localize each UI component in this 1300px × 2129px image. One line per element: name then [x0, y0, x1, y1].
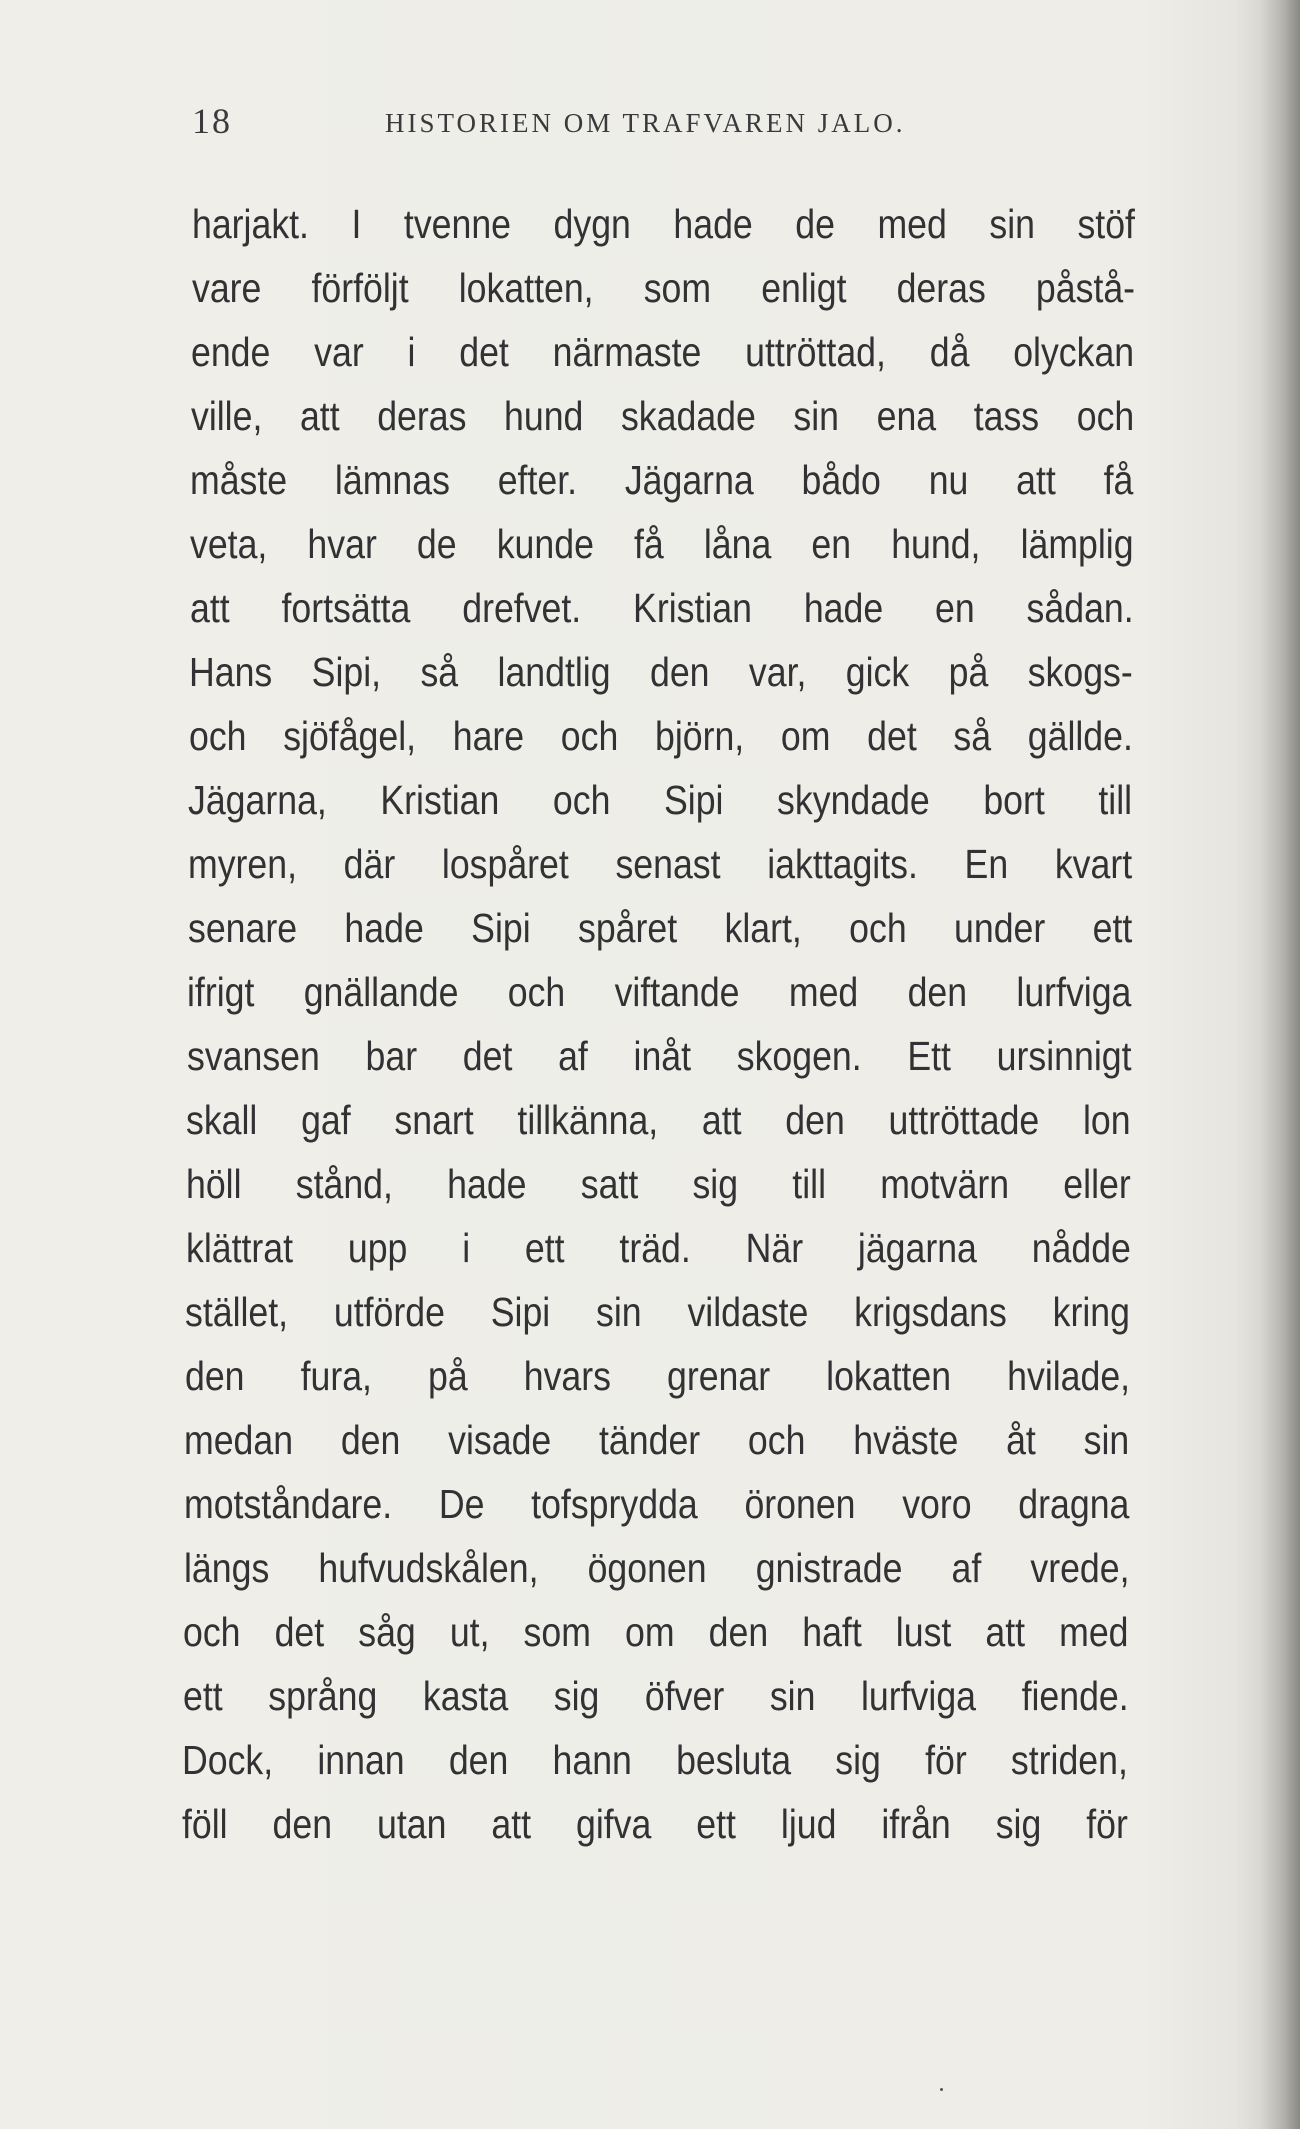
word: spåret — [577, 905, 677, 951]
word: Jägarna — [625, 457, 755, 503]
word: den — [449, 1737, 509, 1783]
word: sig — [835, 1737, 882, 1783]
word: var — [314, 329, 364, 375]
word: sin — [769, 1673, 816, 1719]
text-line — [184, 1476, 1129, 1532]
word: fiende. — [1021, 1673, 1129, 1719]
word: Dock, — [182, 1737, 274, 1783]
word: lon — [1083, 1097, 1131, 1143]
word: landtlig — [497, 649, 611, 695]
word: åt — [1006, 1417, 1037, 1463]
word: och — [188, 713, 247, 759]
word: ursinnigt — [996, 1033, 1132, 1079]
text-line — [192, 196, 1135, 252]
word: det — [274, 1609, 325, 1655]
word: om — [625, 1609, 675, 1655]
word: gällde. — [1027, 713, 1133, 759]
word: att — [1016, 457, 1057, 503]
word: kvart — [1054, 841, 1133, 887]
word: tänder — [599, 1417, 701, 1463]
word: motståndare. — [184, 1481, 393, 1527]
word: få — [1104, 457, 1134, 503]
running-head — [192, 100, 1152, 146]
word: stöf — [1077, 201, 1135, 247]
word: medan — [184, 1417, 294, 1463]
word: som — [643, 265, 711, 311]
word: kring — [1052, 1289, 1131, 1335]
word: utförde — [334, 1289, 446, 1335]
word: efter. — [498, 457, 578, 503]
word: den — [184, 1353, 245, 1399]
word: så — [420, 649, 459, 695]
word: utan — [377, 1801, 447, 1847]
word: att — [299, 393, 340, 439]
word: lämnas — [335, 457, 451, 503]
text-line — [182, 1732, 1128, 1788]
word: När — [745, 1225, 803, 1271]
word: Sipi — [470, 905, 531, 951]
word: sin — [989, 201, 1035, 247]
text-line — [186, 1092, 1131, 1148]
word: harjakt. — [192, 201, 309, 247]
word: med — [1059, 1609, 1129, 1655]
word: att — [491, 1801, 532, 1847]
word: hare — [452, 713, 524, 759]
page-edge-shadow — [1260, 0, 1300, 2129]
word: den — [708, 1609, 769, 1655]
word: för — [925, 1737, 968, 1783]
word: myren, — [188, 841, 298, 887]
word: dragna — [1018, 1481, 1130, 1527]
word: Sipi — [664, 777, 724, 823]
word: Sipi — [490, 1289, 551, 1335]
word: gnistrade — [755, 1545, 903, 1591]
word: björn, — [654, 713, 745, 759]
word: haft — [802, 1609, 862, 1655]
word: på — [427, 1353, 468, 1399]
word: gnällande — [303, 969, 459, 1015]
word: språng — [268, 1673, 378, 1719]
word: det — [459, 329, 510, 375]
word: bort — [983, 777, 1046, 823]
word: det — [866, 713, 917, 759]
word: skyndade — [777, 777, 931, 823]
word: närmaste — [552, 329, 702, 375]
word: motvärn — [880, 1161, 1010, 1207]
word: ett — [182, 1673, 223, 1719]
word: den — [272, 1801, 333, 1847]
word: I — [351, 201, 362, 247]
word: låna — [703, 521, 772, 567]
word: tass — [973, 393, 1039, 439]
word: viftande — [614, 969, 740, 1015]
word: det — [462, 1033, 513, 1079]
word: då — [929, 329, 970, 375]
word: hade — [803, 585, 883, 631]
word: ett — [1092, 905, 1132, 951]
word: på — [948, 649, 989, 695]
word: vildaste — [687, 1289, 809, 1335]
word: Jägarna, — [188, 777, 328, 823]
word: hvars — [523, 1353, 611, 1399]
word: en — [934, 585, 975, 631]
text-line — [186, 1156, 1131, 1212]
word: Sipi, — [311, 649, 382, 695]
word: nu — [929, 457, 969, 503]
word: och — [1076, 393, 1135, 439]
word: den — [341, 1417, 401, 1463]
word: ende — [191, 329, 271, 375]
word: ett — [524, 1225, 565, 1271]
word: senast — [615, 841, 721, 887]
word: och — [748, 1417, 806, 1463]
word: sig — [692, 1161, 739, 1207]
word: vrede, — [1029, 1545, 1130, 1591]
word: gaf — [301, 1097, 352, 1143]
word: hade — [344, 905, 424, 951]
word: af — [951, 1545, 981, 1591]
word: höll — [186, 1161, 242, 1207]
text-line — [189, 708, 1133, 764]
word: sjöfågel, — [282, 713, 416, 759]
word: hvar — [307, 521, 377, 567]
word: hade — [673, 201, 753, 247]
word: besluta — [676, 1737, 792, 1783]
text-line — [185, 1348, 1130, 1404]
word: skogen. — [736, 1033, 862, 1079]
word: sin — [1084, 1417, 1130, 1463]
word: eller — [1063, 1161, 1131, 1207]
text-line — [191, 388, 1134, 444]
word: uttröttad, — [745, 329, 887, 375]
word: hvilade, — [1006, 1353, 1130, 1399]
word: som — [523, 1609, 592, 1655]
text-line — [183, 1604, 1129, 1660]
text-line — [184, 1412, 1129, 1468]
word: De — [438, 1481, 485, 1527]
text-line — [188, 900, 1132, 956]
word: inåt — [633, 1033, 691, 1079]
word: gifva — [576, 1801, 652, 1847]
word: jägarna — [857, 1225, 977, 1271]
word: uttröttade — [888, 1097, 1040, 1143]
word: den — [785, 1097, 846, 1143]
word: olyckan — [1013, 329, 1135, 375]
word: de — [795, 201, 835, 247]
text-line — [190, 580, 1134, 636]
word: och — [507, 969, 566, 1015]
word: sådan. — [1026, 585, 1134, 631]
word: under — [953, 905, 1045, 951]
text-line — [188, 772, 1132, 828]
word: var, — [749, 649, 807, 695]
word: stället, — [185, 1289, 289, 1335]
word: ifrigt — [187, 969, 255, 1015]
word: hväste — [853, 1417, 959, 1463]
word: sin — [596, 1289, 642, 1335]
word: deras — [896, 265, 986, 311]
text-line — [192, 260, 1135, 316]
word: sin — [793, 393, 839, 439]
text-line — [183, 1668, 1129, 1724]
word: och — [560, 713, 619, 759]
word: hund — [503, 393, 584, 439]
word: deras — [377, 393, 467, 439]
word: och — [183, 1609, 241, 1655]
word: Ett — [907, 1033, 951, 1079]
word: kasta — [422, 1673, 508, 1719]
text-line — [184, 1540, 1130, 1596]
word: att — [189, 585, 230, 631]
word: sig — [995, 1801, 1042, 1847]
word: snart — [394, 1097, 475, 1143]
word: föll — [182, 1801, 228, 1847]
word: för — [1086, 1801, 1128, 1847]
word: hund, — [891, 521, 981, 567]
word: gick — [845, 649, 910, 695]
word: lust — [895, 1609, 952, 1655]
text-line — [189, 644, 1133, 700]
word: ljud — [780, 1801, 837, 1847]
word: visade — [448, 1417, 552, 1463]
word: iakttagits. — [767, 841, 918, 887]
word: och — [848, 905, 907, 951]
print-speck — [940, 2088, 943, 2091]
word: den — [650, 649, 710, 695]
word: drefvet. — [461, 585, 581, 631]
word: såg — [358, 1609, 416, 1655]
word: öronen — [744, 1481, 856, 1527]
word: stånd, — [295, 1161, 393, 1207]
word: skogs- — [1027, 649, 1133, 695]
word: i — [407, 329, 416, 375]
word: klättrat — [185, 1225, 293, 1271]
word: af — [557, 1033, 588, 1079]
word: krigsdans — [854, 1289, 1008, 1335]
word: senare — [187, 905, 297, 951]
word: förföljt — [311, 265, 409, 311]
word: till — [1098, 777, 1133, 823]
word: ena — [876, 393, 936, 439]
text-line — [187, 1028, 1132, 1084]
word: den — [907, 969, 968, 1015]
text-line — [190, 452, 1133, 508]
word: tofsprydda — [531, 1481, 698, 1527]
word: lokatten, — [458, 265, 594, 311]
word: måste — [190, 457, 288, 503]
word: lokatten — [825, 1353, 951, 1399]
word: att — [985, 1609, 1026, 1655]
word: satt — [580, 1161, 639, 1207]
word: Kristian — [632, 585, 752, 631]
word: till — [792, 1161, 826, 1207]
word: lurfviga — [1016, 969, 1132, 1015]
page-number: 18 — [192, 101, 232, 141]
word: att — [702, 1097, 742, 1143]
word: påstå- — [1035, 265, 1135, 311]
word: veta, — [190, 521, 268, 567]
word: ett — [696, 1801, 736, 1847]
word: klart, — [724, 905, 802, 951]
word: en — [811, 521, 852, 567]
word: hufvudskålen, — [317, 1545, 539, 1591]
word: kunde — [496, 521, 594, 567]
word: i — [461, 1225, 470, 1271]
word: lämplig — [1020, 521, 1134, 567]
text-line — [191, 324, 1134, 380]
word: tvenne — [403, 201, 512, 247]
word: lospåret — [441, 841, 569, 887]
word: hade — [447, 1161, 527, 1207]
word: enligt — [760, 265, 847, 311]
text-line — [187, 964, 1131, 1020]
text-line — [185, 1284, 1130, 1340]
word: hann — [552, 1737, 633, 1783]
word: fortsätta — [281, 585, 410, 631]
text-line — [182, 1796, 1128, 1852]
word: upp — [347, 1225, 407, 1271]
word: En — [964, 841, 1009, 887]
word: innan — [317, 1737, 406, 1783]
word: bar — [365, 1033, 417, 1079]
word: voro — [902, 1481, 972, 1527]
word: ögonen — [587, 1545, 707, 1591]
word: dygn — [553, 201, 631, 247]
word: sig — [553, 1673, 600, 1719]
word: med — [877, 201, 947, 247]
text-line — [190, 516, 1134, 572]
word: tillkänna, — [517, 1097, 659, 1143]
word: svansen — [186, 1033, 320, 1079]
word: lurfviga — [860, 1673, 976, 1719]
word: bådo — [801, 457, 882, 503]
word: de — [416, 521, 457, 567]
word: träd. — [619, 1225, 691, 1271]
word: så — [953, 713, 991, 759]
word: skadade — [620, 393, 756, 439]
word: ville, — [190, 393, 263, 439]
word: striden, — [1011, 1737, 1129, 1783]
word: Hans — [189, 649, 273, 695]
word: nådde — [1031, 1225, 1131, 1271]
word: Kristian — [380, 777, 500, 823]
text-line — [186, 1220, 1131, 1276]
word: fura, — [300, 1353, 372, 1399]
word: ut, — [450, 1609, 490, 1655]
word: öfver — [644, 1673, 725, 1719]
word: med — [789, 969, 859, 1015]
word: längs — [183, 1545, 269, 1591]
word: skall — [186, 1097, 258, 1143]
word: där — [343, 841, 396, 887]
word: få — [634, 521, 664, 567]
word: om — [780, 713, 831, 759]
word: vare — [191, 265, 261, 311]
text-line — [188, 836, 1132, 892]
word: ifrån — [881, 1801, 951, 1847]
running-title: HISTORIEN OM TRAFVAREN JALO. — [385, 108, 906, 138]
word: och — [553, 777, 611, 823]
word: grenar — [666, 1353, 770, 1399]
